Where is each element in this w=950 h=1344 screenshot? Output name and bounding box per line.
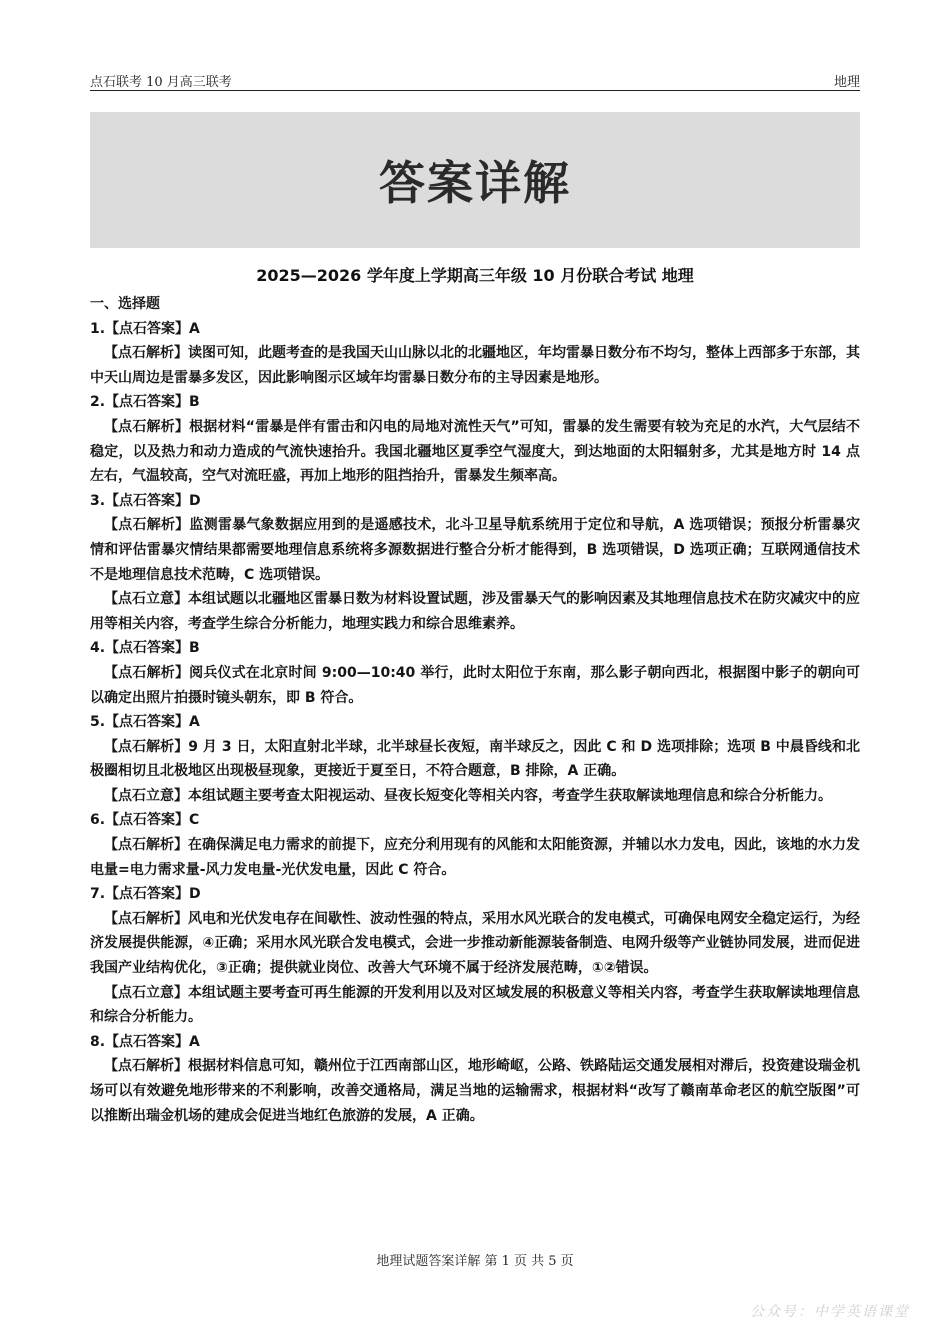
analysis-5: 【点石解析】9 月 3 日，太阳直射北半球，北半球昼长夜短，南半球反之，因此 C 和 D 选项排除；选项 B 中晨昏线和北极圈相切且北极地区出现极昼现象，更接近于夏至日，不符合题意，B 排除，A 正确。: [90, 738, 860, 780]
answer-line-6: 6.【点石答案】C: [90, 812, 200, 829]
analysis-1: 【点石解析】读图可知，此题考查的是我国天山山脉以北的北疆地区，年均雷暴日数分布不均匀，整体上西部多于东部，其中天山周边是雷暴多发区，因此影响图示区域年均雷暴日数分布的主导因素是地形。: [90, 345, 860, 386]
answer-line-1: 1.【点石答案】A: [90, 320, 200, 337]
answer-line-3: 3.【点石答案】D: [90, 492, 201, 509]
intent-6-7: 【点石立意】本组试题主要考查可再生能源的开发利用以及对区域发展的积极意义等相关内容，考查学生获取解读地理信息和综合分析能力。: [90, 984, 860, 1026]
page-footer: 地理试题答案详解 第 1 页 共 5 页: [376, 1254, 574, 1269]
analysis-8: 【点石解析】根据材料信息可知，赣州位于江西南部山区，地形崎岖，公路、铁路陆运交通发展相对滞后，投资建设瑞金机场可以有效避免地形带来的不利影响，改善交通格局，满足当地的运输需求，根据材料“改写了赣南革命老区的航空版图”可以推断出瑞金机场的建成会促进当地红色旅游的发展，A 正确。: [90, 1058, 860, 1124]
answer-line-5: 5.【点石答案】A: [90, 714, 200, 731]
answer-line-2: 2.【点石答案】B: [90, 394, 200, 411]
title-banner: [90, 112, 860, 248]
header-exam-name: 点石联考 10 月高三联考: [90, 75, 232, 90]
analysis-3: 【点石解析】监测雷暴气象数据应用到的是遥感技术，北斗卫星导航系统用于定位和导航，A 选项错误；预报分析雷暴灾情和评估雷暴灾情结果都需要地理信息系统将多源数据进行整合分析才能得到，B 选项错误，D 选项正确；互联网通信技术不是地理信息技术范畴，C 选项错误。: [90, 517, 860, 583]
section-heading: 一、选择题: [90, 296, 160, 312]
document-title: 2025—2026 学年度上学期高三年级 10 月份联合考试 地理: [256, 266, 694, 285]
analysis-2: 【点石解析】根据材料“雷暴是伴有雷击和闪电的局地对流性天气”可知，雷暴的发生需要有较为充足的水汽，大气层结不稳定，以及热力和动力造成的气流快速抬升。我国北疆地区夏季空气湿度大，到达地面的太阳辐射多，尤其是地方时 14 点左右，气温较高，空气对流旺盛，再加上地形的阻挡抬升，雷暴发生频率高。: [90, 418, 860, 485]
analysis-7: 【点石解析】风电和光伏发电存在间歇性、波动性强的特点，采用水风光联合的发电模式，可确保电网安全稳定运行，为经济发展提供能源，④正确；采用水风光联合发电模式，会进一步推动新能源装备制造、电网升级等产业链协同发展，进而促进我国产业结构优化，③正确；提供就业岗位、改善大气环境不属于经济发展范畴，①②错误。: [90, 910, 860, 977]
answer-line-7: 7.【点石答案】D: [90, 886, 201, 903]
header-subject: 地理: [833, 75, 860, 90]
answer-line-4: 4.【点石答案】B: [90, 640, 200, 657]
answer-line-8: 8.【点石答案】A: [90, 1033, 200, 1050]
watermark: 公众号：中学英语课堂: [750, 1304, 910, 1320]
page-header: [90, 70, 860, 91]
answer-content: [90, 292, 860, 1128]
analysis-4: 【点石解析】阅兵仪式在北京时间 9:00—10:40 举行，此时太阳位于东南，那么影子朝向西北，根据图中影子的朝向可以确定出照片拍摄时镜头朝东，即 B 符合。: [90, 664, 860, 706]
analysis-6: 【点石解析】在确保满足电力需求的前提下，应充分利用现有的风能和太阳能资源，并辅以水力发电，因此，该地的水力发电量=电力需求量-风力发电量-光伏发电量，因此 C 符合。: [90, 837, 860, 878]
intent-4-5: 【点石立意】本组试题主要考查太阳视运动、昼夜长短变化等相关内容，考查学生获取解读地理信息和综合分析能力。: [104, 787, 832, 804]
intent-1-3: 【点石立意】本组试题以北疆地区雷暴日数为材料设置试题，涉及雷暴天气的影响因素及其地理信息技术在防灾减灾中的应用等相关内容，考查学生综合分析能力，地理实践力和综合思维素养。: [90, 591, 860, 632]
banner-title: 答案详解: [379, 156, 571, 210]
